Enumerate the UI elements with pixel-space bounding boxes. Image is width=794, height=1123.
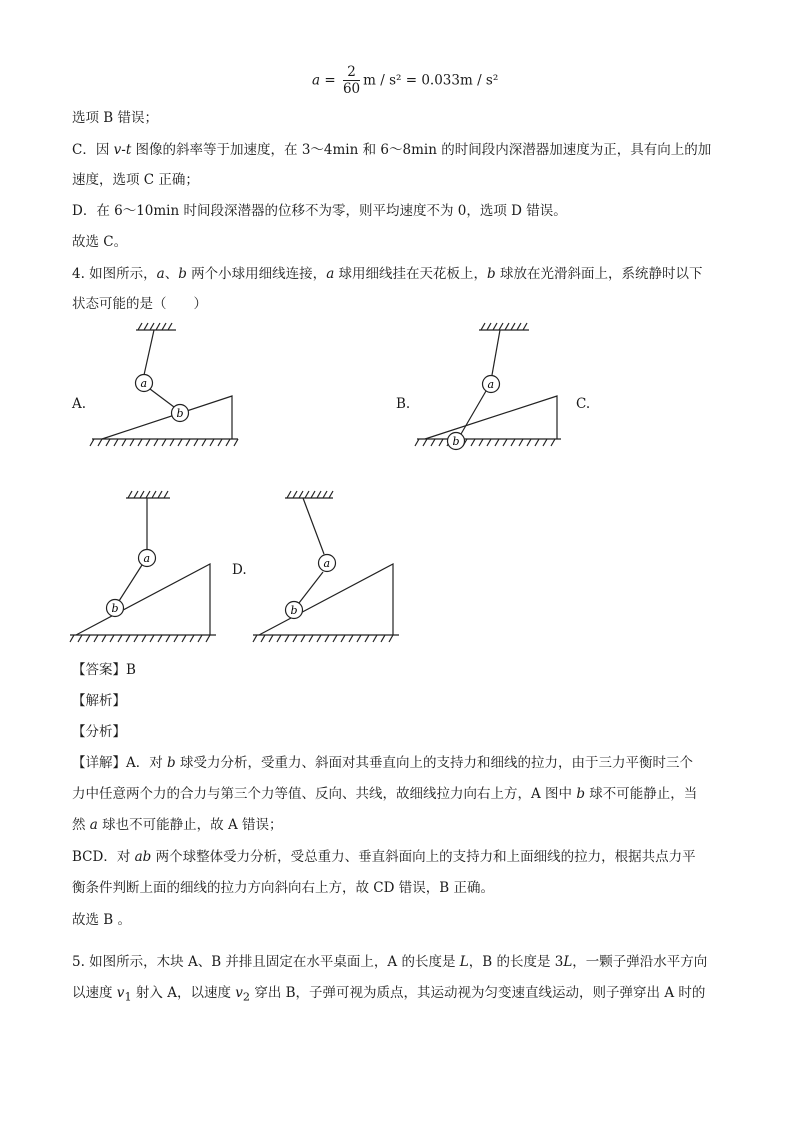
text-line — [72, 232, 127, 252]
line-text: 【分析】 — [72, 724, 126, 740]
formula-lhs: a — [312, 72, 321, 89]
ball-b-label: b — [176, 407, 184, 420]
line-var: L — [563, 954, 573, 970]
line-sub: 2 — [242, 990, 251, 1004]
formula-denominator: 60 — [342, 81, 361, 97]
line-text: 衡条件判断上面的细线的拉力方向斜向右上方，故 CD 错误，B 正确。 — [72, 880, 494, 896]
line-text: 状态可能的是（ ） — [72, 296, 207, 312]
option-d-label: D. — [232, 562, 247, 578]
ball-b-label: b — [111, 602, 119, 615]
line-text: BCD．对 — [72, 849, 135, 865]
ball-b-label: b — [290, 604, 298, 617]
ball-a-label: a — [140, 377, 148, 390]
line-var: ab — [134, 849, 152, 865]
line-text: ，B 的长度是 3 — [468, 954, 564, 970]
line-text: 球受力分析，受重力、斜面对其垂直向上的支持力和细线的拉力，由于三力平衡时三个 — [175, 755, 693, 771]
line-text: 射入 A，以速度 — [131, 985, 236, 1001]
answer-line — [72, 660, 136, 680]
line-text: 球不可能静止，当 — [585, 786, 698, 802]
line-var: b — [178, 266, 187, 282]
line-var: b — [167, 755, 176, 771]
line-text: ，一颗子弹沿水平方向 — [572, 954, 708, 970]
line-text: 两个小球用细线连接， — [186, 266, 327, 282]
line-var: b — [487, 266, 496, 282]
line-text: 、 — [164, 266, 179, 282]
line-text: 【详解】A．对 — [72, 755, 168, 771]
ball-a-label: a — [323, 557, 331, 570]
line-text: 图像的斜率等于加速度，在 3～4min 和 6～8min 的时间段内深潜器加速度为正，具有向上的加 — [131, 142, 712, 158]
figure-option-d — [253, 490, 413, 650]
text-line — [72, 784, 697, 804]
text-line — [72, 753, 693, 773]
line-var: a — [89, 817, 98, 833]
line-text: 球用细线挂在天花板上， — [334, 266, 488, 282]
figure-option-b — [415, 322, 575, 452]
line-text: 【答案】B — [72, 662, 136, 678]
fenxi-line — [72, 722, 126, 742]
text-line — [72, 170, 199, 190]
ball-a-label: a — [143, 552, 151, 565]
line-text: 5. 如图所示，木块 A、B 并排且固定在水平桌面上，A 的长度是 — [72, 954, 460, 970]
line-var: a — [156, 266, 165, 282]
text-line — [72, 294, 207, 314]
text-line — [72, 108, 158, 128]
text-line — [72, 201, 567, 221]
line-var: b — [576, 786, 585, 802]
line-var: v-t — [113, 142, 132, 158]
text-line — [72, 910, 131, 930]
line-var: L — [459, 954, 469, 970]
line-sub: 1 — [124, 990, 132, 1004]
question-5 — [72, 952, 707, 972]
line-text: 【解析】 — [72, 693, 126, 709]
formula-numerator: 2 — [343, 64, 360, 81]
option-b-label: B. — [396, 396, 411, 412]
line-text: 选项 B 错误； — [72, 110, 159, 126]
line-text: 速度，选项 C 正确； — [72, 172, 199, 188]
formula-eq1: = — [320, 72, 340, 89]
line-var: a — [326, 266, 335, 282]
line-var: v — [116, 985, 125, 1001]
line-text: 球也不可能静止，故 A 错误； — [97, 817, 283, 833]
line-text: C．因 — [72, 142, 114, 158]
acceleration-formula — [312, 64, 498, 104]
line-text: 球放在光滑斜面上，系统静时以下 — [495, 266, 703, 282]
line-text: D．在 6～10min 时间段深潜器的位移不为零，则平均速度不为 0，选项 D 错误。 — [72, 203, 567, 219]
text-line — [72, 140, 711, 160]
text-line — [72, 878, 494, 898]
jiexi-line — [72, 691, 126, 711]
question-4 — [72, 264, 703, 284]
ball-b-label: b — [452, 435, 460, 448]
option-a-label: A. — [72, 396, 87, 412]
text-line — [72, 983, 705, 1008]
line-text: 然 — [72, 817, 90, 833]
ball-a-label: a — [487, 378, 495, 391]
line-text: 穿出 B，子弹可视为质点，其运动视为匀变速直线运动，则子弹穿出 A 时的 — [250, 985, 706, 1001]
text-line — [72, 815, 282, 835]
figure-option-a — [90, 322, 250, 452]
figure-option-c — [70, 490, 230, 650]
line-var: v — [235, 985, 243, 1001]
option-c-label: C. — [576, 396, 591, 412]
line-text: 故选 C。 — [72, 234, 128, 250]
line-text: 力中任意两个力的合力与第三个力等值、反向、共线，故细线拉力向右上方，A 图中 — [72, 786, 577, 802]
line-text: 故选 B 。 — [72, 912, 132, 928]
text-line — [72, 847, 696, 867]
line-text: 两个球整体受力分析，受总重力、垂直斜面向上的支持力和上面细线的拉力，根据共点力平 — [151, 849, 696, 865]
formula-unit: m / s² — [363, 72, 402, 89]
line-text: 以速度 — [72, 985, 117, 1001]
line-text: 4. 如图所示， — [72, 266, 157, 282]
formula-result: = 0.033m / s² — [401, 72, 499, 89]
formula-fraction — [343, 64, 360, 97]
